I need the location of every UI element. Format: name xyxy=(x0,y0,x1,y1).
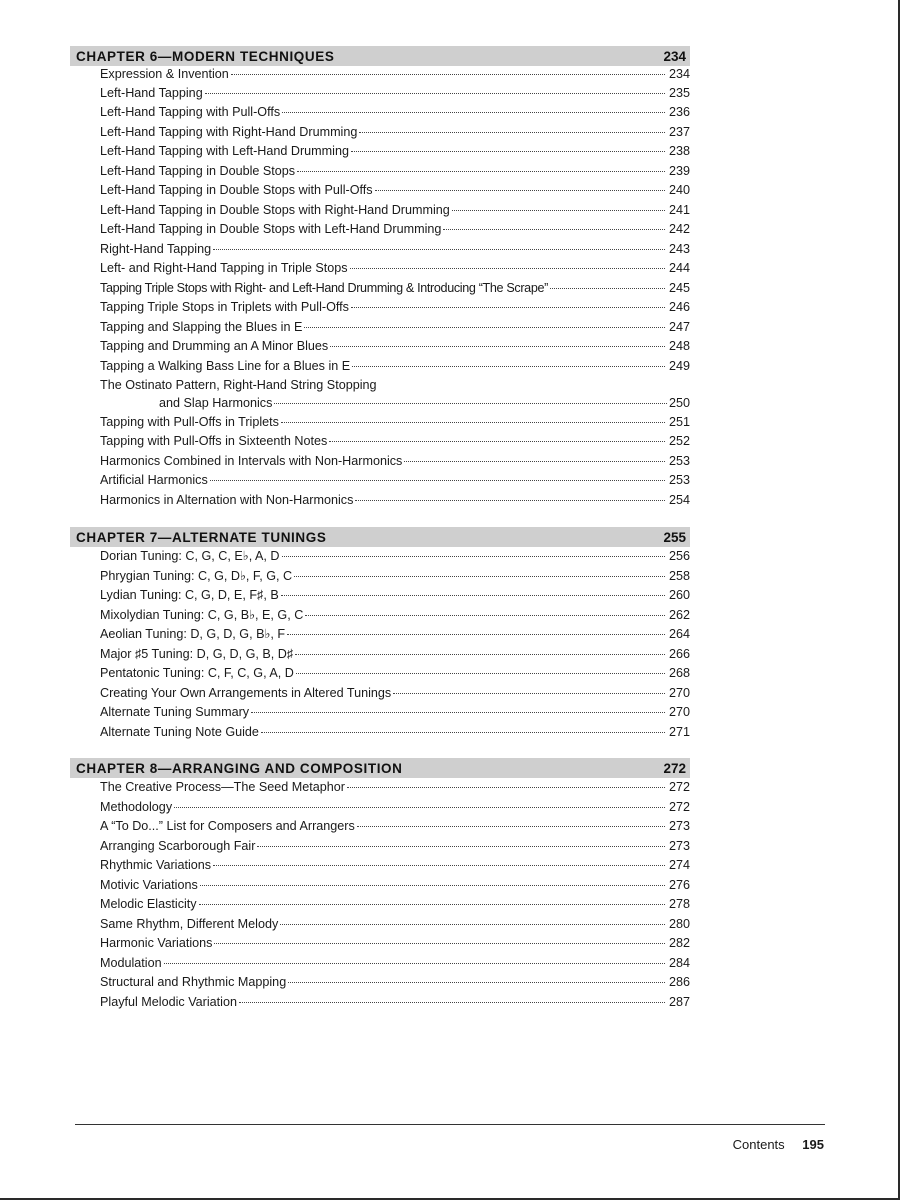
dot-leader xyxy=(281,422,665,423)
entry-title: Harmonics Combined in Intervals with Non-Harmonics xyxy=(100,453,403,468)
chapter-title: CHAPTER 7—ALTERNATE TUNINGS xyxy=(76,529,327,545)
dot-leader xyxy=(213,865,665,866)
dot-leader xyxy=(296,673,665,674)
toc-entry[interactable] xyxy=(100,625,690,645)
chapter-page: 272 xyxy=(663,760,686,776)
dot-leader xyxy=(210,480,665,481)
toc-entry[interactable] xyxy=(100,954,690,974)
toc-entry[interactable] xyxy=(100,66,690,84)
entry-page: 253 xyxy=(668,473,690,487)
entry-title: Phrygian Tuning: C, G, D♭, F, G, C xyxy=(100,568,293,583)
toc-entry[interactable] xyxy=(100,279,690,299)
entry-page: 287 xyxy=(668,994,690,1009)
entry-title: Tapping Triple Stops with Right- and Left-Hand Drumming & Introducing “The Scrape” xyxy=(100,280,548,295)
dot-leader xyxy=(359,132,665,133)
dot-leader xyxy=(295,654,665,655)
entry-title: A “To Do...” List for Composers and Arrangers xyxy=(100,819,355,833)
entry-page: 282 xyxy=(668,936,690,950)
entry-title: Methodology xyxy=(100,799,173,814)
toc-entry[interactable] xyxy=(100,240,690,260)
entry-page: 256 xyxy=(668,549,690,563)
toc-entry[interactable] xyxy=(100,664,690,684)
table-of-contents xyxy=(70,46,690,1012)
entry-page: 270 xyxy=(668,685,690,700)
entry-page: 243 xyxy=(668,241,690,256)
chapter-page: 234 xyxy=(663,48,686,64)
entry-page: 236 xyxy=(668,105,690,119)
chapter-title: CHAPTER 8—ARRANGING AND COMPOSITION xyxy=(76,760,403,776)
entry-page: 247 xyxy=(668,319,690,334)
dot-leader xyxy=(443,229,665,230)
entry-page: 264 xyxy=(668,627,690,641)
entry-page: 276 xyxy=(668,877,690,892)
entry-title: Major ♯5 Tuning: D, G, D, G, B, D♯ xyxy=(100,646,294,661)
toc-entry[interactable] xyxy=(100,318,690,338)
chapter-7-header[interactable] xyxy=(70,527,690,547)
entry-page: 235 xyxy=(668,85,690,100)
entry-title: Tapping with Pull-Offs in Triplets xyxy=(100,414,279,429)
dot-leader xyxy=(351,151,665,152)
entry-title: Right-Hand Tapping xyxy=(100,241,212,256)
entry-page: 273 xyxy=(668,819,690,833)
toc-entry[interactable] xyxy=(100,837,690,857)
toc-entry[interactable] xyxy=(100,993,690,1013)
chapter-6-header[interactable] xyxy=(70,46,690,66)
entry-page: 286 xyxy=(668,975,690,989)
entry-page: 253 xyxy=(668,453,690,468)
dot-leader xyxy=(357,826,665,827)
entry-title: Left-Hand Tapping xyxy=(100,85,203,100)
dot-leader xyxy=(347,787,665,788)
entry-page: 244 xyxy=(668,261,690,275)
page-number: 195 xyxy=(802,1137,824,1152)
entry-title: Tapping and Slapping the Blues in E xyxy=(100,319,303,334)
chapter-8-entries xyxy=(70,778,690,1012)
entry-title: Harmonics in Alternation with Non-Harmonics xyxy=(100,492,354,507)
entry-page: 248 xyxy=(668,339,690,353)
entry-page: 266 xyxy=(668,646,690,661)
entry-title: Structural and Rhythmic Mapping xyxy=(100,975,287,989)
dot-leader xyxy=(164,963,665,964)
dot-leader xyxy=(305,615,665,616)
entry-page: 254 xyxy=(668,492,690,507)
entry-page: 280 xyxy=(668,916,690,931)
dot-leader xyxy=(251,712,665,713)
toc-entry[interactable] xyxy=(100,778,690,798)
entry-page: 272 xyxy=(668,799,690,814)
dot-leader xyxy=(352,366,665,367)
toc-entry[interactable] xyxy=(100,645,690,665)
entry-title: Left-Hand Tapping in Double Stops with Left-Hand Drumming xyxy=(100,222,442,236)
entry-page: 251 xyxy=(668,414,690,429)
toc-entry[interactable] xyxy=(100,876,690,896)
dot-leader xyxy=(282,112,665,113)
entry-page: 284 xyxy=(668,955,690,970)
toc-entry[interactable] xyxy=(100,142,690,162)
dot-leader xyxy=(274,403,667,404)
entry-title: Left-Hand Tapping with Left-Hand Drumming xyxy=(100,144,349,158)
entry-page: 252 xyxy=(668,434,690,448)
entry-title: Alternate Tuning Summary xyxy=(100,705,250,719)
dot-leader xyxy=(282,556,665,557)
toc-entry[interactable] xyxy=(100,201,690,221)
entry-title: Tapping Triple Stops in Triplets with Pull-Offs xyxy=(100,300,349,314)
toc-entry[interactable] xyxy=(100,220,690,240)
toc-entry[interactable] xyxy=(100,103,690,123)
entry-title: Left-Hand Tapping with Pull-Offs xyxy=(100,105,281,119)
toc-entry[interactable] xyxy=(100,934,690,954)
entry-title: Left-Hand Tapping in Double Stops with Right-Hand Drumming xyxy=(100,202,450,217)
toc-entry[interactable] xyxy=(100,915,690,935)
entry-title: Same Rhythm, Different Melody xyxy=(100,916,279,931)
chapter-title: CHAPTER 6—MODERN TECHNIQUES xyxy=(76,48,335,64)
toc-entry[interactable] xyxy=(100,413,690,433)
dot-leader xyxy=(231,74,665,75)
entry-page: 242 xyxy=(668,222,690,236)
toc-entry[interactable] xyxy=(100,452,690,472)
chapter-page: 255 xyxy=(663,529,686,545)
toc-entry[interactable] xyxy=(100,567,690,587)
entry-page: 262 xyxy=(668,607,690,622)
entry-title: Alternate Tuning Note Guide xyxy=(100,724,259,739)
entry-page: 278 xyxy=(668,897,690,911)
chapter-7-entries xyxy=(70,547,690,742)
entry-page: 273 xyxy=(668,838,690,853)
dot-leader xyxy=(404,461,665,462)
entry-page: 239 xyxy=(668,163,690,178)
entry-page: 234 xyxy=(668,67,690,81)
toc-entry[interactable] xyxy=(100,376,690,413)
footer-label: Contents xyxy=(732,1137,785,1152)
dot-leader xyxy=(294,576,665,577)
dot-leader xyxy=(288,982,665,983)
toc-entry[interactable] xyxy=(100,357,690,377)
dot-leader xyxy=(393,693,665,694)
entry-title: Harmonic Variations xyxy=(100,936,213,950)
entry-page: 258 xyxy=(668,568,690,583)
chapter-8-header[interactable] xyxy=(70,758,690,778)
entry-title: The Creative Process—The Seed Metaphor xyxy=(100,780,345,794)
toc-entry[interactable] xyxy=(100,123,690,143)
toc-entry[interactable] xyxy=(100,684,690,704)
toc-entry[interactable] xyxy=(100,973,690,993)
entry-title: Left- and Right-Hand Tapping in Triple Stops xyxy=(100,261,348,275)
entry-title-continued: and Slap Harmonics xyxy=(159,396,273,410)
entry-page: 249 xyxy=(668,358,690,373)
entry-title: Pentatonic Tuning: C, F, C, G, A, D xyxy=(100,666,294,680)
entry-title: Dorian Tuning: C, G, C, E♭, A, D xyxy=(100,549,280,563)
entry-page: 271 xyxy=(668,724,690,739)
entry-title: Lydian Tuning: C, G, D, E, F♯, B xyxy=(100,588,279,602)
toc-entry[interactable] xyxy=(100,162,690,182)
toc-entry[interactable] xyxy=(100,471,690,491)
dot-leader xyxy=(214,943,665,944)
entry-page: 246 xyxy=(668,300,690,314)
page-footer xyxy=(733,1137,824,1152)
entry-title: Rhythmic Variations xyxy=(100,858,212,872)
entry-title: Aeolian Tuning: D, G, D, G, B♭, F xyxy=(100,627,286,641)
dot-leader xyxy=(452,210,665,211)
entry-page: 270 xyxy=(668,705,690,719)
toc-entry[interactable] xyxy=(100,817,690,837)
toc-entry[interactable] xyxy=(100,298,690,318)
dot-leader xyxy=(174,807,665,808)
entry-title: Tapping a Walking Bass Line for a Blues in E xyxy=(100,358,351,373)
entry-title: Mixolydian Tuning: C, G, B♭, E, G, C xyxy=(100,607,304,622)
dot-leader xyxy=(205,93,665,94)
entry-title: Creating Your Own Arrangements in Altered Tunings xyxy=(100,685,392,700)
entry-title: Left-Hand Tapping in Double Stops xyxy=(100,163,296,178)
dot-leader xyxy=(304,327,665,328)
dot-leader xyxy=(297,171,665,172)
dot-leader xyxy=(355,500,665,501)
dot-leader xyxy=(287,634,665,635)
entry-page: 274 xyxy=(668,858,690,872)
toc-entry[interactable] xyxy=(100,547,690,567)
dot-leader xyxy=(261,732,665,733)
dot-leader xyxy=(375,190,665,191)
dot-leader xyxy=(213,249,665,250)
entry-title: Tapping and Drumming an A Minor Blues xyxy=(100,339,329,353)
toc-entry[interactable] xyxy=(100,181,690,201)
dot-leader xyxy=(281,595,665,596)
dot-leader xyxy=(199,904,665,905)
toc-entry[interactable] xyxy=(100,337,690,357)
dot-leader xyxy=(329,441,665,442)
entry-page: 260 xyxy=(668,588,690,602)
entry-title: Artificial Harmonics xyxy=(100,473,208,487)
entry-page: 250 xyxy=(668,396,690,410)
dot-leader xyxy=(330,346,665,347)
toc-entry[interactable] xyxy=(100,259,690,279)
toc-entry[interactable] xyxy=(100,84,690,104)
toc-entry[interactable] xyxy=(100,586,690,606)
entry-title: Left-Hand Tapping with Right-Hand Drumming xyxy=(100,124,358,139)
toc-entry[interactable] xyxy=(100,723,690,743)
dot-leader xyxy=(200,885,665,886)
dot-leader xyxy=(550,288,665,289)
entry-page: 245 xyxy=(668,280,690,295)
toc-entry[interactable] xyxy=(100,703,690,723)
entry-page: 240 xyxy=(668,183,690,197)
toc-entry[interactable] xyxy=(100,856,690,876)
entry-title: Left-Hand Tapping in Double Stops with Pull-Offs xyxy=(100,183,373,197)
entry-title: Melodic Elasticity xyxy=(100,897,197,911)
entry-page: 268 xyxy=(668,666,690,680)
chapter-6-entries xyxy=(70,66,690,510)
entry-title: Motivic Variations xyxy=(100,877,198,892)
entry-title: Modulation xyxy=(100,955,162,970)
dot-leader xyxy=(350,268,665,269)
footer-rule xyxy=(75,1124,825,1125)
entry-title: Arranging Scarborough Fair xyxy=(100,838,256,853)
entry-page: 238 xyxy=(668,144,690,158)
toc-entry[interactable] xyxy=(100,491,690,511)
dot-leader xyxy=(280,924,665,925)
entry-page: 241 xyxy=(668,202,690,217)
dot-leader xyxy=(351,307,665,308)
entry-title: Tapping with Pull-Offs in Sixteenth Notes xyxy=(100,434,328,448)
toc-entry[interactable] xyxy=(100,895,690,915)
toc-entry[interactable] xyxy=(100,432,690,452)
dot-leader xyxy=(239,1002,665,1003)
toc-entry[interactable] xyxy=(100,606,690,626)
dot-leader xyxy=(257,846,665,847)
toc-entry[interactable] xyxy=(100,798,690,818)
entry-page: 272 xyxy=(668,780,690,794)
entry-title: Expression & Invention xyxy=(100,67,229,81)
entry-title: Playful Melodic Variation xyxy=(100,994,237,1009)
entry-continuation xyxy=(100,394,690,413)
entry-title: The Ostinato Pattern, Right-Hand String Stopping xyxy=(100,378,377,392)
entry-page: 237 xyxy=(668,124,690,139)
